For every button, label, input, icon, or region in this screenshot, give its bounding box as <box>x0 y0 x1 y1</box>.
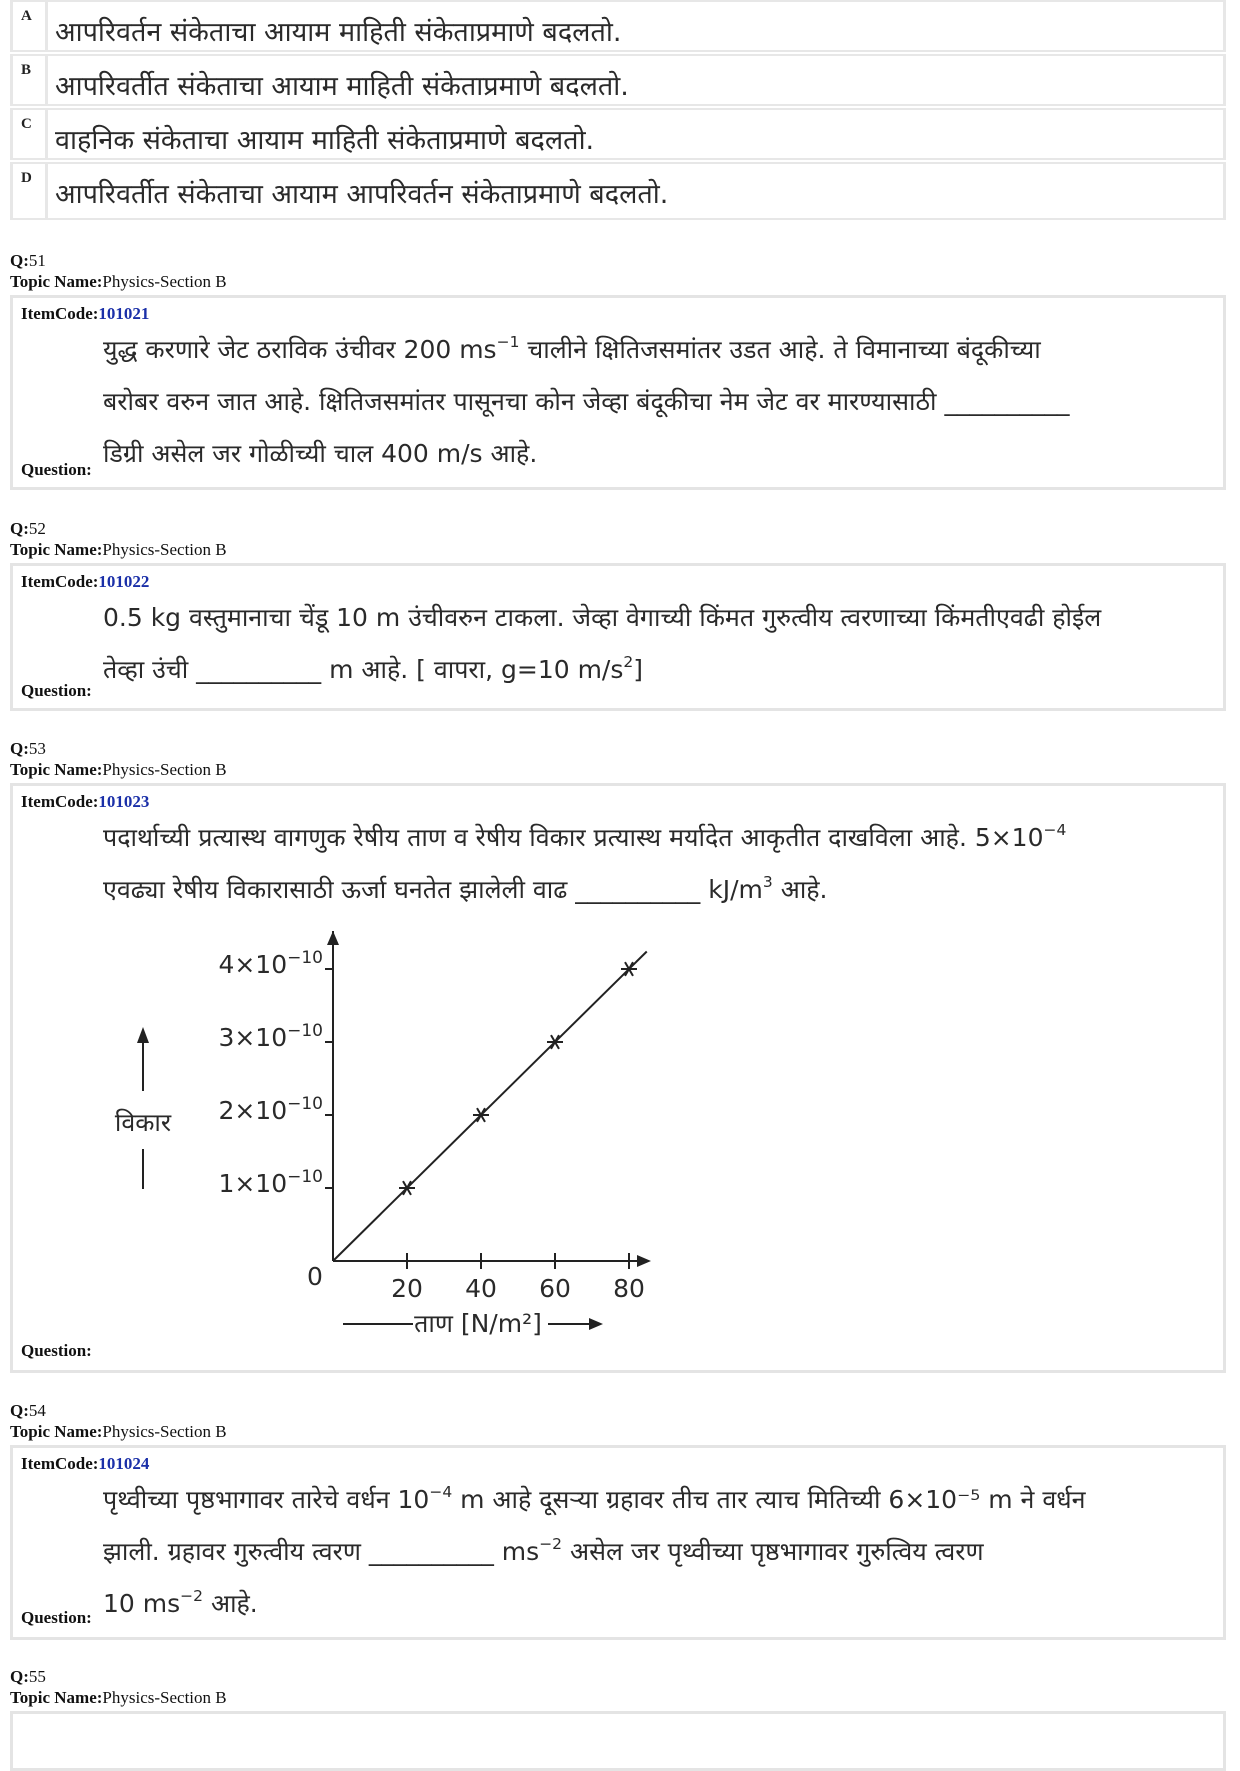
question-number: 55 <box>28 1667 46 1686</box>
option-text: आपरिवर्तन संकेताचा आयाम माहिती संकेताप्रमाणे बदलतो. <box>55 17 622 48</box>
question-line <box>103 864 1209 916</box>
y-axis-arrow <box>327 931 339 945</box>
option-divider <box>45 110 48 158</box>
itemcode-label: ItemCode: <box>21 304 99 323</box>
text-run: झाली. ग्रहावर गुरुत्वीय त्वरण __________ ms <box>103 1537 540 1566</box>
text-run: चालीने क्षितिजसमांतर उडत आहे. ते विमानाच्या बंदूकीच्या <box>519 335 1041 364</box>
itemcode-value: 101023 <box>98 792 150 811</box>
topic-label: Topic Name: <box>10 272 103 291</box>
superscript: −1 <box>496 333 520 352</box>
question-line <box>103 592 1209 644</box>
option-d[interactable] <box>10 162 1226 220</box>
itemcode-label: ItemCode: <box>21 792 99 811</box>
q-label: Q: <box>10 1401 29 1420</box>
question-box <box>10 563 1226 711</box>
itemcode <box>21 572 149 592</box>
topic-name: Physics-Section B <box>102 272 227 291</box>
text-run: m आहे दूसऱ्या ग्रहावर तीच तार त्याच मितिच्यी 6×10⁻⁵ m ने वर्धन <box>452 1485 1086 1514</box>
question-line <box>103 1526 1209 1578</box>
text-run: 0.5 kg वस्तुमानाचा चेंडू 10 m उंचीवरुन टाकला. जेव्हा वेगाच्यी किंमत गुरुत्वीय त्वरणाच्या किंमतीएवढी होईल <box>103 603 1102 632</box>
question-box <box>10 1711 1226 1771</box>
x-tick-label: 60 <box>539 1274 571 1303</box>
y-tick-label: $3\times 10^{-10}$ <box>218 1021 323 1052</box>
q-label: Q: <box>10 251 29 270</box>
itemcode-value: 101024 <box>98 1454 150 1473</box>
itemcode <box>21 304 149 324</box>
xlabel-arrow-head <box>589 1318 603 1330</box>
question-line <box>13 1578 1209 1630</box>
question-header <box>10 1666 227 1708</box>
x-tick-label: 20 <box>391 1274 423 1303</box>
option-c[interactable] <box>10 108 1226 160</box>
question-line <box>103 376 1209 428</box>
question-text <box>103 592 1209 696</box>
text-run: आहे. <box>203 1589 258 1618</box>
itemcode-label: ItemCode: <box>21 1454 99 1473</box>
question-header <box>10 518 227 560</box>
text-run: 10 ms <box>103 1589 181 1618</box>
text-run: डिग्री असेल जर गोळीच्यी चाल 400 m/s आहे. <box>103 439 538 468</box>
question-line <box>103 324 1209 376</box>
question-number: 52 <box>28 519 46 538</box>
x-axis-label: ताण [N/m²] <box>414 1309 542 1338</box>
y-axis-label: विकार <box>114 1108 172 1137</box>
text-run: एवढ्या रेषीय विकारासाठी ऊर्जा घनतेत झालेली वाढ __________ kJ/m <box>103 875 763 904</box>
option-divider <box>45 2 48 50</box>
y-tick-label: $2\times 10^{-10}$ <box>218 1094 323 1125</box>
topic-label: Topic Name: <box>10 760 103 779</box>
q-label: Q: <box>10 519 29 538</box>
text-run: बरोबर वरुन जात आहे. क्षितिजसमांतर पासूनचा कोन जेव्हा बंदूकीचा नेम जेट वर मारण्यासाठी __________ <box>103 387 1070 416</box>
text-run: युद्ध करणारे जेट ठराविक उंचीवर 200 ms <box>103 335 497 364</box>
topic-name: Physics-Section B <box>102 760 227 779</box>
option-text: वाहनिक संकेताचा आयाम माहिती संकेताप्रमाणे बदलतो. <box>55 125 595 156</box>
option-text: आपरिवर्तीत संकेताचा आयाम माहिती संकेताप्रमाणे बदलतो. <box>55 71 629 102</box>
question-number: 51 <box>28 251 46 270</box>
topic-name: Physics-Section B <box>102 1422 227 1441</box>
option-letter: C <box>21 116 32 132</box>
topic-name: Physics-Section B <box>102 1688 227 1707</box>
question-line <box>103 644 1209 696</box>
y-ticks <box>218 948 333 1198</box>
stress-strain-chart <box>103 931 663 1351</box>
option-letter: A <box>21 8 32 24</box>
question-number: 53 <box>28 739 46 758</box>
question-header <box>10 250 227 292</box>
topic-name: Physics-Section B <box>102 540 227 559</box>
x-tick-label: 80 <box>613 1274 645 1303</box>
option-divider <box>45 56 48 104</box>
question-box <box>10 295 1226 490</box>
superscript: 3 <box>762 873 773 892</box>
x-tick-label: 0 <box>307 1262 323 1291</box>
q-label: Q: <box>10 739 29 758</box>
question-text <box>103 1474 1209 1630</box>
text-run: आहे. <box>772 875 828 904</box>
question-label: Question: <box>21 1608 92 1627</box>
option-a[interactable] <box>10 0 1226 52</box>
text-run: पृथ्वीच्या पृष्ठभागावर तारेचे वर्धन 10 <box>103 1485 430 1514</box>
superscript: −4 <box>1043 821 1067 840</box>
text-run: ] <box>633 655 644 684</box>
question-label: Question: <box>21 1341 92 1360</box>
text-run: तेव्हा उंची __________ m आहे. [ वापरा, g=10 m/s <box>103 655 624 684</box>
y-tick-label: $1\times 10^{-10}$ <box>218 1167 323 1198</box>
answer-options <box>10 0 1226 222</box>
question-box <box>10 1445 1226 1640</box>
topic-label: Topic Name: <box>10 1688 103 1707</box>
question-label: Question: <box>21 460 92 479</box>
question-header <box>10 738 227 780</box>
question-number: 54 <box>28 1401 46 1420</box>
option-divider <box>45 164 48 218</box>
y-tick-label: $4\times 10^{-10}$ <box>218 948 323 979</box>
question-box <box>10 783 1226 1373</box>
superscript: −2 <box>180 1587 203 1606</box>
text-run: पदार्थाच्यी प्रत्यास्थ वागणुक रेषीय ताण व रेषीय विकार प्रत्यास्थ मर्यादेत आकृतीत दाखविला आहे. 5×10 <box>103 823 1044 852</box>
itemcode-value: 101022 <box>98 572 150 591</box>
x-axis-arrow <box>637 1255 651 1267</box>
fit-line <box>333 951 647 1261</box>
question-line <box>103 1474 1209 1526</box>
itemcode <box>21 792 149 812</box>
option-letter: B <box>21 62 32 78</box>
topic-label: Topic Name: <box>10 1422 103 1441</box>
ylabel-arrow-head <box>137 1027 149 1043</box>
text-run: असेल जर पृथ्वीच्या पृष्ठभागावर गुरुत्विय त्वरण <box>562 1537 984 1566</box>
superscript: 2 <box>623 653 634 672</box>
question-text <box>103 812 1209 916</box>
q-label: Q: <box>10 1667 29 1686</box>
itemcode <box>21 1454 149 1474</box>
itemcode-label: ItemCode: <box>21 572 99 591</box>
superscript: −4 <box>429 1483 453 1502</box>
x-tick-label: 40 <box>465 1274 497 1303</box>
question-line <box>103 428 1209 480</box>
option-b[interactable] <box>10 54 1226 106</box>
question-label: Question: <box>21 681 92 700</box>
option-letter: D <box>21 170 32 186</box>
topic-label: Topic Name: <box>10 540 103 559</box>
question-text <box>103 324 1209 480</box>
superscript: −2 <box>539 1535 563 1554</box>
question-line <box>103 812 1209 864</box>
itemcode-value: 101021 <box>98 304 150 323</box>
option-text: आपरिवर्तीत संकेताचा आयाम आपरिवर्तन संकेताप्रमाणे बदलतो. <box>55 179 669 210</box>
question-header <box>10 1400 227 1442</box>
